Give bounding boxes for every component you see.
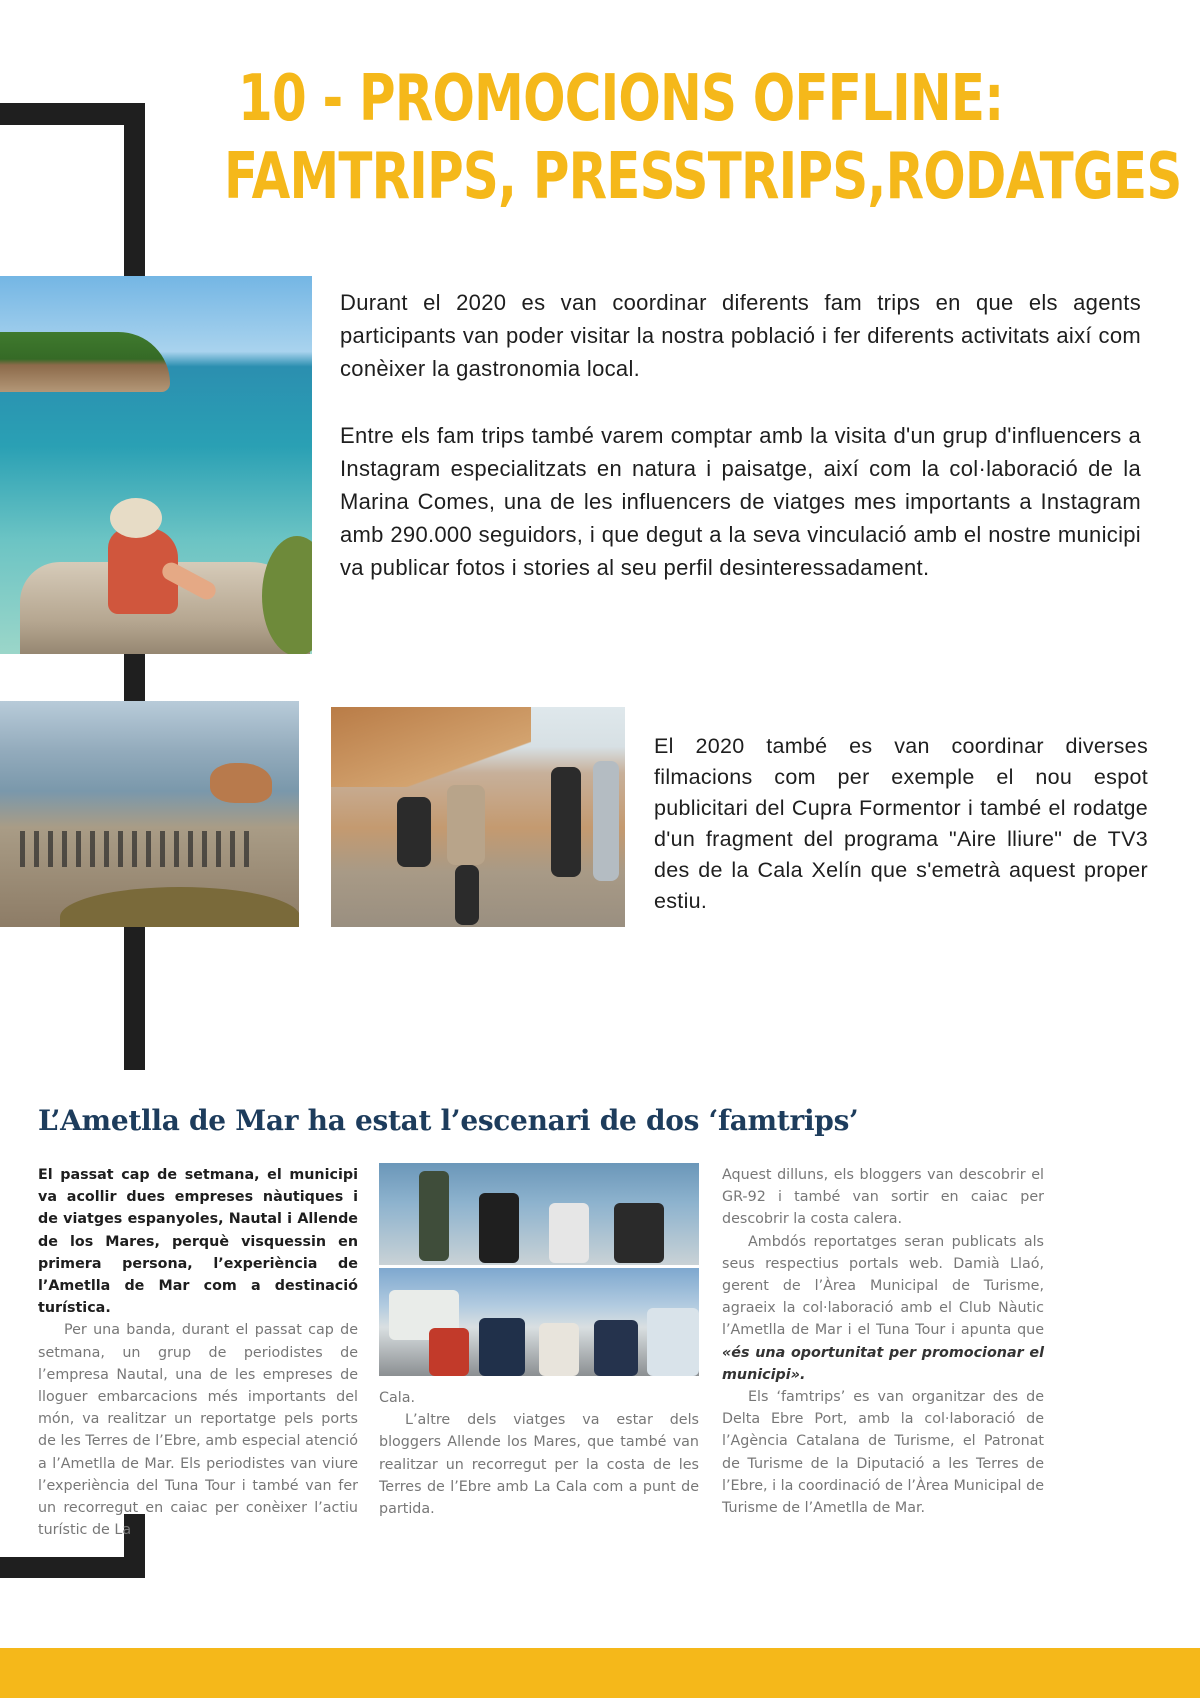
page-title-line-1: 10 - PROMOCIONS OFFLINE:	[238, 62, 1004, 136]
clipping-col1-body: Per una banda, durant el passat cap de setmana, un grup de periodistes de l’empresa Nautal, una de les empreses de lloguer embarcacions més importants del món, va realitzar un reportatge pels ports de les Terres de l’Ebre, amb especial atenció a l’Ametlla de Mar. Els periodistes van viure l’experiència del Tuna Tour i també van fer un recorregut en caiac per conèixer l’actiu turístic de La	[38, 1322, 358, 1539]
clipping-column-2	[379, 1387, 699, 1520]
frame-bottom-bar	[0, 1557, 145, 1578]
page-title-line-2: FAMTRIPS, PRESSTRIPS,RODATGES	[224, 140, 1182, 214]
section1-paragraph-2: Entre els fam trips també varem comptar amb la visita d'un grup d'influencers a Instagram especialitzats en natura i paisatge, així com la col·laboració de la Marina Comes, una de les influencers de viatges mes importants a Instagram amb 290.000 seguidors, i que degut a la seva vinculació amb el nostre municipi va publicar fotos i stories al seu perfil desinteressadament.	[340, 423, 1141, 580]
clipping-col3-paragraph-2-text: Ambdós reportatges seran publicats als seus respectius portals web. Damià Llaó, gerent de l’Àrea Municipal de Turisme, agraeix la col·laboració amb el Club Nàutic l’Ametlla de Mar i el Tuna Tour i apunta que	[722, 1233, 1044, 1339]
clipping-column-1	[38, 1164, 358, 1541]
clipping-col2-continuation: Cala.	[379, 1390, 416, 1406]
clipping-col2-body: L’altre dels viatges va estar dels bloggers Allende los Mares, que també van realitzar un recorregut per la costa de les Terres de l’Ebre amb La Cala com a punt de partida.	[379, 1412, 699, 1518]
photo-beach-filming-crowd	[0, 701, 299, 927]
frame-vertical-bar-1	[124, 103, 145, 276]
section2-text	[654, 731, 1148, 951]
clipping-col3-paragraph-2	[722, 1231, 1044, 1386]
photo-tv-crew-cala	[331, 707, 625, 927]
clipping-col3-paragraph-1: Aquest dilluns, els bloggers van descobrir el GR-92 i també van sortir en caiac per descobrir la costa calera.	[722, 1167, 1044, 1228]
clipping-photo-boat-crew	[379, 1163, 699, 1265]
clipping-photo-harbour-group	[379, 1268, 699, 1376]
clipping-column-3	[722, 1164, 1044, 1519]
footer-accent-band	[0, 1648, 1200, 1698]
clipping-col3-paragraph-3: Els ‘famtrips’ es van organitzar des de Delta Ebre Port, amb la col·laboració de l’Agència Catalana de Turisme, el Patronat de Turisme de la Diputació a les Terres de l’Ebre, i la coordinació de l’Àrea Municipal de Turisme de l’Ametlla de Mar.	[722, 1389, 1044, 1517]
clipping-lead: El passat cap de setmana, el municipi va acollir dues empreses nàutiques i de viatges espanyoles, Nautal i Allende de los Mares, perquè visquessin en primera persona, l’experiència de l’Ametlla de Mar com a destinació turística.	[38, 1167, 358, 1317]
photo-influencer-cove	[0, 276, 312, 654]
section1-paragraph-1: Durant el 2020 es van coordinar diferents fam trips en que els agents participants van poder visitar la nostra població i fer diferents activitats així com conèixer la gastronomia local.	[340, 290, 1141, 381]
frame-vertical-bar-2	[124, 654, 145, 701]
frame-vertical-bar-3	[124, 927, 145, 1070]
clipping-headline: L’Ametlla de Mar ha estat l’escenari de dos ‘famtrips’	[38, 1104, 859, 1137]
section2-paragraph: El 2020 també es van coordinar diverses filmacions com per exemple el nou espot publicitari del Cupra Formentor i també el rodatge d'un fragment del programa "Aire lliure" de TV3 des de la Cala Xelín que s'emetrà aquest proper estiu.	[654, 734, 1148, 913]
clipping-quote: «és una oportunitat per promocionar el municipi».	[722, 1344, 1044, 1383]
section1-text	[340, 286, 1141, 618]
